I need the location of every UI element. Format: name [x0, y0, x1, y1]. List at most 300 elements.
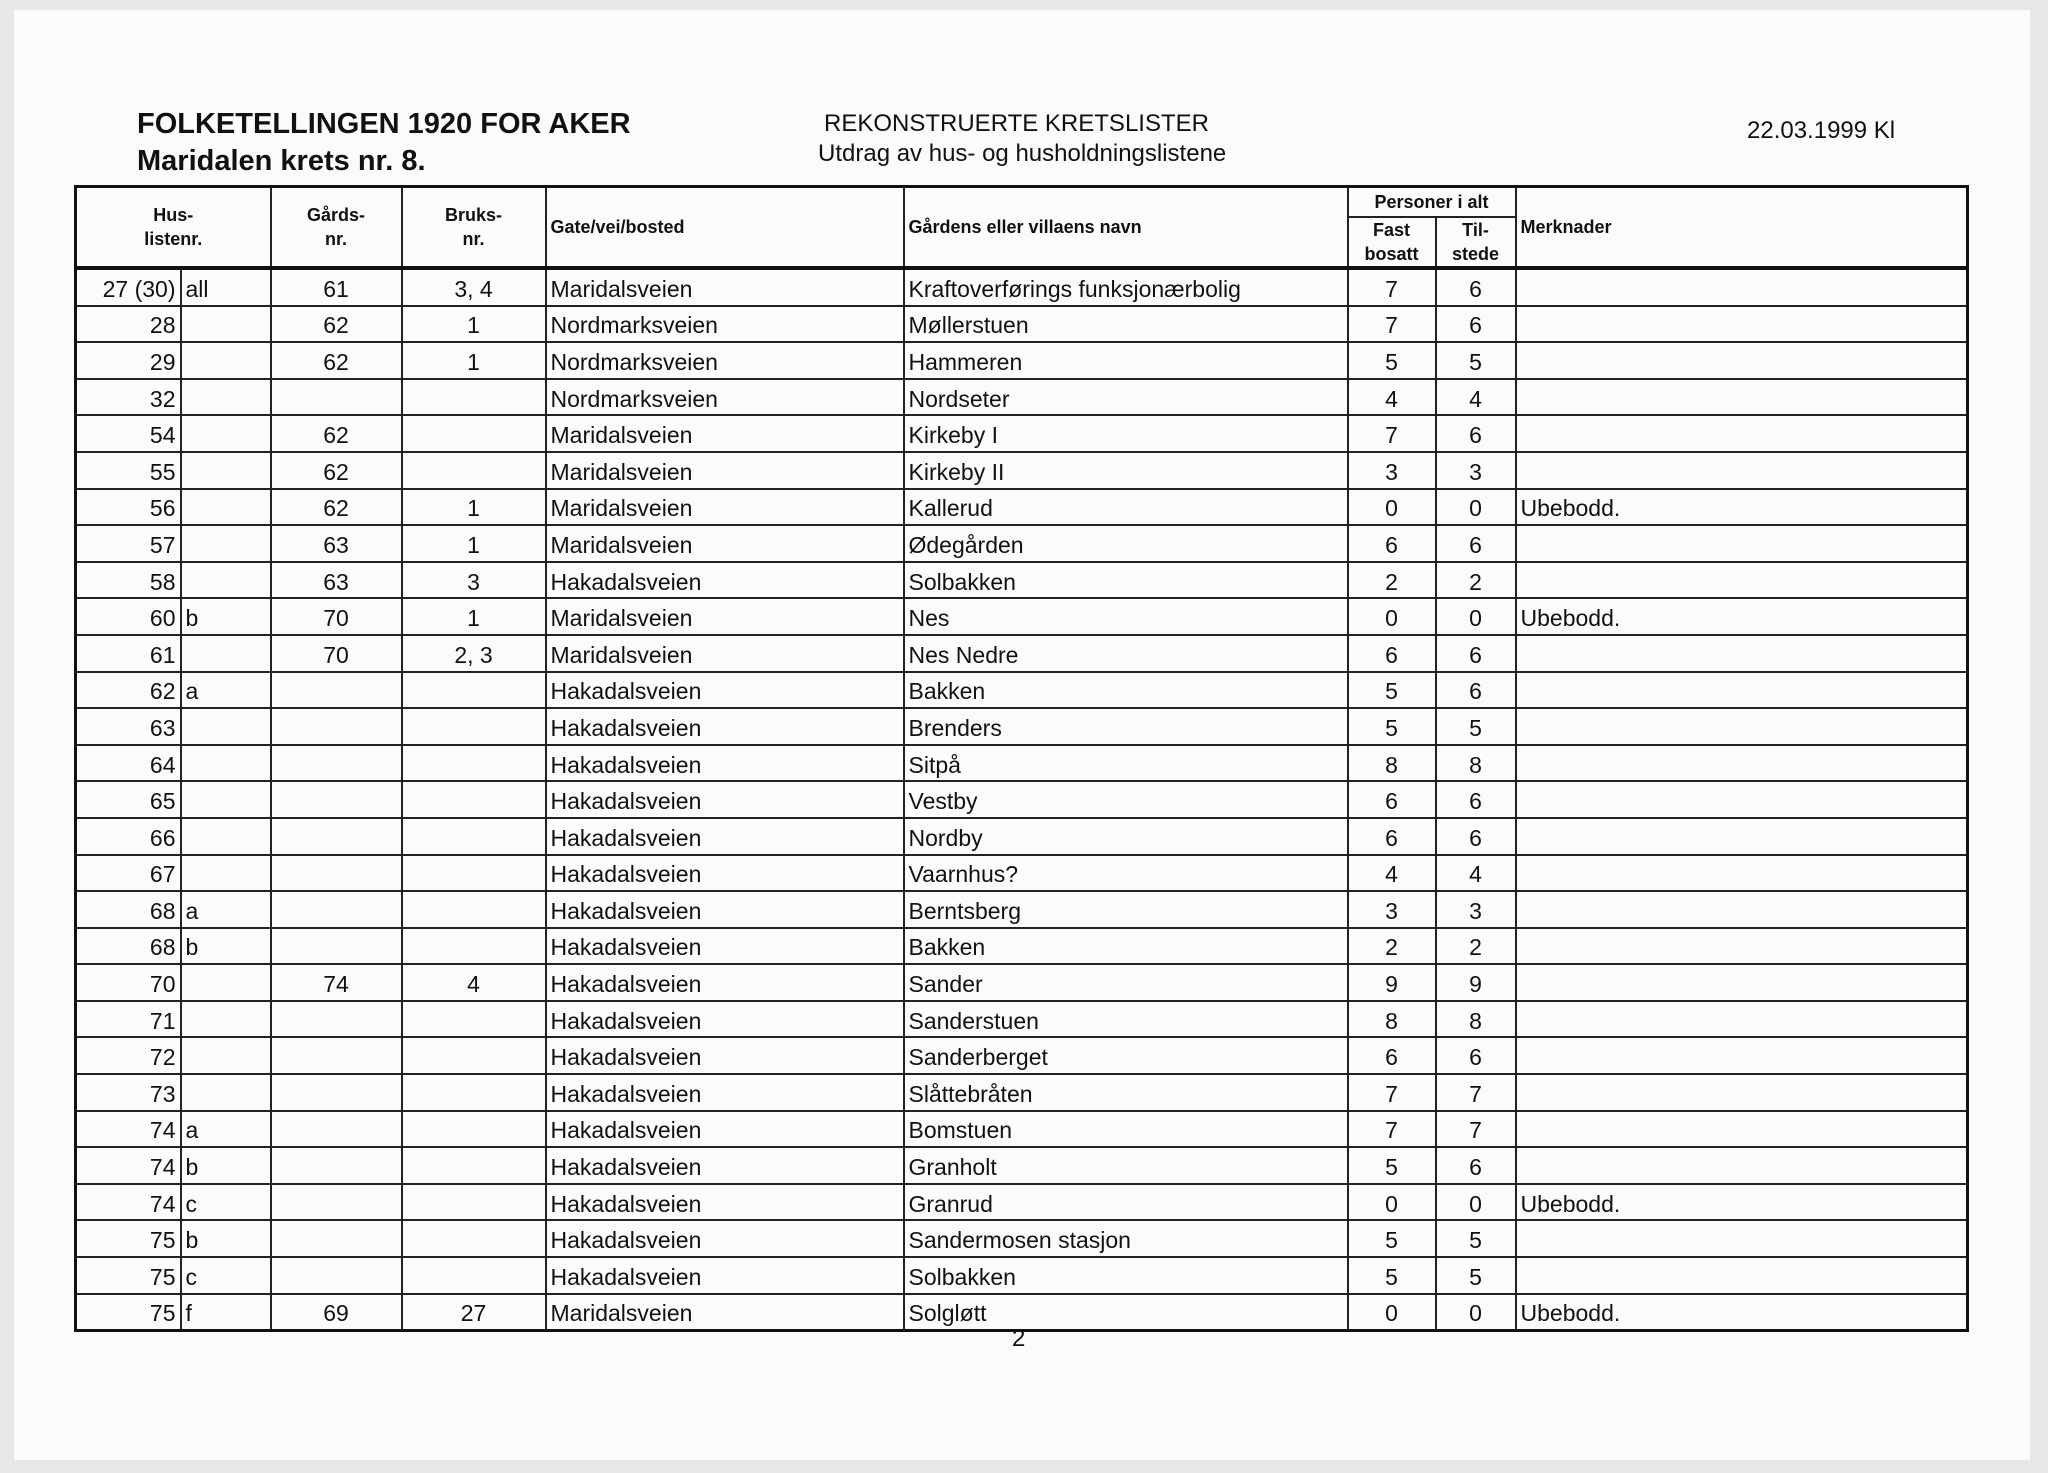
cell-gards-nr: 63	[271, 562, 402, 599]
col-header-bruks-line1: Bruks-	[444, 205, 502, 225]
cell-husliste-nr: 60	[76, 598, 181, 635]
cell-merknader	[1516, 562, 1968, 599]
cell-tilstede: 6	[1436, 1037, 1516, 1074]
cell-merknader	[1516, 781, 1968, 818]
cell-husliste-nr: 54	[76, 415, 181, 452]
cell-merknader: Ubebodd.	[1516, 598, 1968, 635]
col-header-gate: Gate/vei/bosted	[546, 187, 904, 269]
cell-merknader	[1516, 1037, 1968, 1074]
cell-merknader	[1516, 855, 1968, 892]
cell-gate: Maridalsveien	[546, 635, 904, 672]
cell-bruks-nr: 1	[402, 489, 546, 526]
cell-gate: Hakadalsveien	[546, 891, 904, 928]
cell-husliste-suffix: a	[181, 1111, 271, 1148]
cell-gate: Maridalsveien	[546, 1294, 904, 1331]
cell-tilstede: 2	[1436, 562, 1516, 599]
col-header-gards-line1: Gårds-	[306, 205, 366, 225]
cell-gate: Nordmarksveien	[546, 379, 904, 416]
cell-bruks-nr: 1	[402, 598, 546, 635]
cell-merknader: Ubebodd.	[1516, 1294, 1968, 1331]
cell-gate: Hakadalsveien	[546, 1111, 904, 1148]
cell-husliste-suffix	[181, 964, 271, 1001]
cell-fast-bosatt: 7	[1348, 415, 1436, 452]
cell-tilstede: 6	[1436, 635, 1516, 672]
table-row	[76, 1074, 1968, 1111]
col-header-bruks-line2: nr.	[462, 229, 485, 249]
cell-husliste-nr: 72	[76, 1037, 181, 1074]
cell-tilstede: 8	[1436, 1001, 1516, 1038]
col-header-til	[1436, 217, 1516, 268]
cell-navn: Nordseter	[904, 379, 1348, 416]
cell-merknader	[1516, 1001, 1968, 1038]
cell-husliste-suffix	[181, 818, 271, 855]
cell-gards-nr	[271, 1037, 402, 1074]
cell-husliste-nr: 64	[76, 745, 181, 782]
cell-gards-nr: 62	[271, 489, 402, 526]
cell-navn: Sanderstuen	[904, 1001, 1348, 1038]
cell-bruks-nr	[402, 708, 546, 745]
col-header-bruks	[402, 187, 546, 269]
cell-merknader	[1516, 342, 1968, 379]
cell-gate: Maridalsveien	[546, 598, 904, 635]
cell-husliste-nr: 58	[76, 562, 181, 599]
cell-gards-nr	[271, 891, 402, 928]
cell-gards-nr	[271, 1184, 402, 1221]
cell-husliste-nr: 56	[76, 489, 181, 526]
cell-husliste-suffix	[181, 1001, 271, 1038]
cell-bruks-nr	[402, 745, 546, 782]
table-row	[76, 342, 1968, 379]
table-row	[76, 1184, 1968, 1221]
cell-fast-bosatt: 6	[1348, 818, 1436, 855]
cell-gate: Hakadalsveien	[546, 781, 904, 818]
cell-tilstede: 4	[1436, 855, 1516, 892]
table-row	[76, 635, 1968, 672]
cell-husliste-suffix	[181, 379, 271, 416]
cell-navn: Bomstuen	[904, 1111, 1348, 1148]
col-header-merknader: Merknader	[1516, 187, 1968, 269]
table-row	[76, 891, 1968, 928]
cell-gate: Hakadalsveien	[546, 672, 904, 709]
cell-merknader	[1516, 306, 1968, 343]
cell-bruks-nr: 1	[402, 306, 546, 343]
cell-husliste-suffix	[181, 489, 271, 526]
cell-navn: Solbakken	[904, 1257, 1348, 1294]
cell-gards-nr: 62	[271, 452, 402, 489]
cell-fast-bosatt: 6	[1348, 525, 1436, 562]
cell-tilstede: 7	[1436, 1111, 1516, 1148]
cell-gards-nr	[271, 1257, 402, 1294]
cell-gate: Hakadalsveien	[546, 855, 904, 892]
cell-husliste-suffix	[181, 562, 271, 599]
table-row	[76, 745, 1968, 782]
cell-fast-bosatt: 9	[1348, 964, 1436, 1001]
cell-husliste-nr: 61	[76, 635, 181, 672]
cell-fast-bosatt: 5	[1348, 708, 1436, 745]
cell-fast-bosatt: 6	[1348, 1037, 1436, 1074]
cell-navn: Nordby	[904, 818, 1348, 855]
cell-gards-nr: 70	[271, 635, 402, 672]
cell-tilstede: 6	[1436, 268, 1516, 306]
cell-tilstede: 3	[1436, 452, 1516, 489]
cell-navn: Bakken	[904, 928, 1348, 965]
cell-navn: Solbakken	[904, 562, 1348, 599]
cell-tilstede: 6	[1436, 415, 1516, 452]
cell-fast-bosatt: 7	[1348, 268, 1436, 306]
cell-navn: Kallerud	[904, 489, 1348, 526]
cell-tilstede: 3	[1436, 891, 1516, 928]
cell-tilstede: 6	[1436, 672, 1516, 709]
cell-gate: Maridalsveien	[546, 268, 904, 306]
cell-husliste-suffix: all	[181, 268, 271, 306]
cell-tilstede: 8	[1436, 745, 1516, 782]
cell-fast-bosatt: 4	[1348, 379, 1436, 416]
cell-navn: Hammeren	[904, 342, 1348, 379]
table-row	[76, 1147, 1968, 1184]
cell-tilstede: 0	[1436, 1184, 1516, 1221]
census-table	[74, 185, 1969, 1332]
cell-fast-bosatt: 7	[1348, 1111, 1436, 1148]
cell-fast-bosatt: 0	[1348, 489, 1436, 526]
col-header-hus-line2: listenr.	[144, 229, 203, 249]
cell-tilstede: 4	[1436, 379, 1516, 416]
col-header-navn: Gårdens eller villaens navn	[904, 187, 1348, 269]
cell-husliste-nr: 62	[76, 672, 181, 709]
cell-gards-nr	[271, 1074, 402, 1111]
cell-bruks-nr	[402, 781, 546, 818]
col-header-hus-line1: Hus-	[153, 205, 194, 225]
cell-gate: Hakadalsveien	[546, 1257, 904, 1294]
cell-fast-bosatt: 5	[1348, 1220, 1436, 1257]
cell-tilstede: 6	[1436, 306, 1516, 343]
cell-tilstede: 9	[1436, 964, 1516, 1001]
cell-bruks-nr	[402, 1257, 546, 1294]
cell-husliste-suffix: b	[181, 1147, 271, 1184]
table-row	[76, 818, 1968, 855]
center-subheading: Utdrag av hus- og husholdningslistene	[818, 140, 1227, 167]
col-header-fast-line1: Fast	[1372, 220, 1410, 240]
table-row	[76, 1037, 1968, 1074]
cell-gards-nr: 61	[271, 268, 402, 306]
table-row	[76, 489, 1968, 526]
cell-gards-nr	[271, 1111, 402, 1148]
cell-husliste-suffix	[181, 415, 271, 452]
cell-husliste-nr: 66	[76, 818, 181, 855]
cell-navn: Sander	[904, 964, 1348, 1001]
cell-gards-nr: 70	[271, 598, 402, 635]
cell-gards-nr	[271, 1001, 402, 1038]
cell-gards-nr	[271, 818, 402, 855]
cell-navn: Bakken	[904, 672, 1348, 709]
cell-gards-nr	[271, 672, 402, 709]
cell-husliste-suffix: c	[181, 1257, 271, 1294]
cell-husliste-suffix: b	[181, 598, 271, 635]
cell-husliste-suffix	[181, 306, 271, 343]
cell-husliste-suffix	[181, 781, 271, 818]
cell-gards-nr	[271, 1220, 402, 1257]
cell-gate: Hakadalsveien	[546, 1184, 904, 1221]
cell-navn: Kirkeby I	[904, 415, 1348, 452]
cell-merknader: Ubebodd.	[1516, 1184, 1968, 1221]
cell-fast-bosatt: 3	[1348, 891, 1436, 928]
cell-gate: Hakadalsveien	[546, 745, 904, 782]
cell-merknader	[1516, 964, 1968, 1001]
cell-bruks-nr: 2, 3	[402, 635, 546, 672]
cell-husliste-nr: 65	[76, 781, 181, 818]
cell-husliste-suffix: c	[181, 1184, 271, 1221]
cell-husliste-suffix	[181, 342, 271, 379]
cell-navn: Vaarnhus?	[904, 855, 1348, 892]
cell-fast-bosatt: 7	[1348, 306, 1436, 343]
cell-navn: Sanderberget	[904, 1037, 1348, 1074]
cell-bruks-nr	[402, 1147, 546, 1184]
cell-gards-nr: 62	[271, 342, 402, 379]
col-header-fast-line2: bosatt	[1364, 244, 1419, 264]
cell-bruks-nr	[402, 1001, 546, 1038]
cell-husliste-suffix: f	[181, 1294, 271, 1331]
cell-bruks-nr: 1	[402, 342, 546, 379]
cell-fast-bosatt: 5	[1348, 342, 1436, 379]
cell-bruks-nr	[402, 452, 546, 489]
col-header-til-line2: stede	[1451, 244, 1500, 264]
cell-navn: Slåttebråten	[904, 1074, 1348, 1111]
cell-navn: Møllerstuen	[904, 306, 1348, 343]
cell-tilstede: 0	[1436, 1294, 1516, 1331]
table-row	[76, 1257, 1968, 1294]
cell-gards-nr	[271, 1147, 402, 1184]
table-row	[76, 781, 1968, 818]
cell-gards-nr: 62	[271, 415, 402, 452]
cell-navn: Ødegården	[904, 525, 1348, 562]
cell-husliste-nr: 74	[76, 1184, 181, 1221]
table-row	[76, 452, 1968, 489]
cell-navn: Brenders	[904, 708, 1348, 745]
cell-bruks-nr	[402, 415, 546, 452]
cell-merknader	[1516, 379, 1968, 416]
cell-husliste-suffix	[181, 1037, 271, 1074]
cell-fast-bosatt: 0	[1348, 1294, 1436, 1331]
table-header	[76, 187, 1968, 269]
cell-husliste-nr: 28	[76, 306, 181, 343]
table-row	[76, 708, 1968, 745]
table-row	[76, 1111, 1968, 1148]
cell-fast-bosatt: 6	[1348, 635, 1436, 672]
cell-husliste-nr: 29	[76, 342, 181, 379]
col-header-hus	[76, 187, 271, 269]
cell-fast-bosatt: 2	[1348, 562, 1436, 599]
cell-bruks-nr	[402, 1037, 546, 1074]
cell-gate: Nordmarksveien	[546, 306, 904, 343]
table-row	[76, 525, 1968, 562]
cell-tilstede: 6	[1436, 525, 1516, 562]
cell-merknader	[1516, 1257, 1968, 1294]
table-row	[76, 928, 1968, 965]
col-header-fast	[1348, 217, 1436, 268]
cell-husliste-suffix: a	[181, 672, 271, 709]
cell-husliste-suffix: a	[181, 891, 271, 928]
cell-husliste-nr: 70	[76, 964, 181, 1001]
cell-husliste-nr: 27 (30)	[76, 268, 181, 306]
table-row	[76, 964, 1968, 1001]
table-row	[76, 306, 1968, 343]
cell-gards-nr: 74	[271, 964, 402, 1001]
cell-bruks-nr	[402, 1111, 546, 1148]
cell-bruks-nr	[402, 672, 546, 709]
cell-gate: Hakadalsveien	[546, 1220, 904, 1257]
cell-fast-bosatt: 7	[1348, 1074, 1436, 1111]
cell-husliste-nr: 74	[76, 1111, 181, 1148]
cell-gards-nr: 63	[271, 525, 402, 562]
cell-fast-bosatt: 4	[1348, 855, 1436, 892]
cell-gards-nr	[271, 781, 402, 818]
cell-husliste-suffix	[181, 745, 271, 782]
cell-bruks-nr	[402, 891, 546, 928]
cell-husliste-nr: 55	[76, 452, 181, 489]
cell-bruks-nr	[402, 379, 546, 416]
cell-navn: Granrud	[904, 1184, 1348, 1221]
cell-merknader	[1516, 708, 1968, 745]
cell-fast-bosatt: 5	[1348, 1257, 1436, 1294]
table-row	[76, 268, 1968, 306]
cell-tilstede: 7	[1436, 1074, 1516, 1111]
cell-merknader	[1516, 1111, 1968, 1148]
table-row	[76, 598, 1968, 635]
table-body	[76, 268, 1968, 1331]
cell-bruks-nr: 3	[402, 562, 546, 599]
cell-gate: Hakadalsveien	[546, 1074, 904, 1111]
cell-husliste-nr: 68	[76, 928, 181, 965]
cell-husliste-nr: 75	[76, 1294, 181, 1331]
table-row	[76, 855, 1968, 892]
cell-navn: Sandermosen stasjon	[904, 1220, 1348, 1257]
cell-navn: Berntsberg	[904, 891, 1348, 928]
cell-husliste-suffix	[181, 708, 271, 745]
cell-gate: Hakadalsveien	[546, 708, 904, 745]
cell-merknader	[1516, 635, 1968, 672]
document-page	[14, 10, 2030, 1460]
cell-merknader	[1516, 1147, 1968, 1184]
cell-gate: Hakadalsveien	[546, 562, 904, 599]
cell-navn: Granholt	[904, 1147, 1348, 1184]
cell-husliste-nr: 73	[76, 1074, 181, 1111]
cell-husliste-suffix: b	[181, 1220, 271, 1257]
table-row	[76, 415, 1968, 452]
center-heading: REKONSTRUERTE KRETSLISTER	[824, 110, 1209, 137]
col-header-til-line1: Til-	[1462, 220, 1489, 240]
cell-merknader	[1516, 268, 1968, 306]
cell-navn: Sitpå	[904, 745, 1348, 782]
cell-husliste-suffix	[181, 452, 271, 489]
cell-husliste-nr: 57	[76, 525, 181, 562]
cell-merknader	[1516, 1220, 1968, 1257]
cell-gate: Maridalsveien	[546, 525, 904, 562]
cell-tilstede: 2	[1436, 928, 1516, 965]
document-title: FOLKETELLINGEN 1920 FOR AKER	[137, 108, 631, 140]
cell-bruks-nr: 4	[402, 964, 546, 1001]
cell-bruks-nr	[402, 855, 546, 892]
cell-husliste-suffix	[181, 1074, 271, 1111]
cell-merknader	[1516, 415, 1968, 452]
cell-tilstede: 6	[1436, 1147, 1516, 1184]
cell-gate: Hakadalsveien	[546, 818, 904, 855]
cell-bruks-nr	[402, 1220, 546, 1257]
cell-gards-nr	[271, 928, 402, 965]
cell-navn: Solgløtt	[904, 1294, 1348, 1331]
cell-husliste-suffix	[181, 635, 271, 672]
cell-navn: Kraftoverførings funksjonærbolig	[904, 268, 1348, 306]
cell-merknader	[1516, 1074, 1968, 1111]
cell-merknader	[1516, 891, 1968, 928]
cell-bruks-nr: 27	[402, 1294, 546, 1331]
col-header-personer: Personer i alt	[1348, 187, 1516, 218]
cell-husliste-suffix	[181, 525, 271, 562]
cell-bruks-nr	[402, 1074, 546, 1111]
page-number: 2	[1012, 1325, 1026, 1352]
cell-husliste-suffix: b	[181, 928, 271, 965]
cell-husliste-nr: 67	[76, 855, 181, 892]
cell-fast-bosatt: 0	[1348, 1184, 1436, 1221]
cell-gate: Hakadalsveien	[546, 928, 904, 965]
cell-merknader: Ubebodd.	[1516, 489, 1968, 526]
cell-navn: Vestby	[904, 781, 1348, 818]
cell-gards-nr: 62	[271, 306, 402, 343]
cell-tilstede: 0	[1436, 598, 1516, 635]
cell-navn: Nes	[904, 598, 1348, 635]
cell-merknader	[1516, 928, 1968, 965]
cell-husliste-nr: 75	[76, 1220, 181, 1257]
cell-gards-nr	[271, 379, 402, 416]
cell-tilstede: 5	[1436, 342, 1516, 379]
col-header-gards	[271, 187, 402, 269]
cell-bruks-nr: 3, 4	[402, 268, 546, 306]
cell-husliste-suffix	[181, 855, 271, 892]
table-row	[76, 379, 1968, 416]
cell-tilstede: 5	[1436, 708, 1516, 745]
cell-navn: Kirkeby II	[904, 452, 1348, 489]
document-date: 22.03.1999 Kl	[1747, 117, 1896, 144]
cell-fast-bosatt: 5	[1348, 672, 1436, 709]
cell-tilstede: 0	[1436, 489, 1516, 526]
cell-gate: Nordmarksveien	[546, 342, 904, 379]
cell-merknader	[1516, 672, 1968, 709]
cell-gate: Hakadalsveien	[546, 1001, 904, 1038]
cell-merknader	[1516, 818, 1968, 855]
cell-navn: Nes Nedre	[904, 635, 1348, 672]
cell-tilstede: 5	[1436, 1220, 1516, 1257]
cell-fast-bosatt: 5	[1348, 1147, 1436, 1184]
cell-gate: Hakadalsveien	[546, 964, 904, 1001]
cell-gards-nr: 69	[271, 1294, 402, 1331]
cell-bruks-nr	[402, 1184, 546, 1221]
col-header-gards-line2: nr.	[324, 229, 347, 249]
cell-gate: Maridalsveien	[546, 415, 904, 452]
cell-bruks-nr	[402, 928, 546, 965]
cell-merknader	[1516, 525, 1968, 562]
cell-fast-bosatt: 8	[1348, 1001, 1436, 1038]
cell-fast-bosatt: 8	[1348, 745, 1436, 782]
cell-husliste-nr: 63	[76, 708, 181, 745]
cell-husliste-nr: 32	[76, 379, 181, 416]
table-row	[76, 562, 1968, 599]
cell-husliste-nr: 71	[76, 1001, 181, 1038]
cell-fast-bosatt: 3	[1348, 452, 1436, 489]
cell-bruks-nr: 1	[402, 525, 546, 562]
cell-gards-nr	[271, 855, 402, 892]
cell-gards-nr	[271, 708, 402, 745]
cell-tilstede: 6	[1436, 818, 1516, 855]
cell-husliste-nr: 74	[76, 1147, 181, 1184]
cell-fast-bosatt: 0	[1348, 598, 1436, 635]
